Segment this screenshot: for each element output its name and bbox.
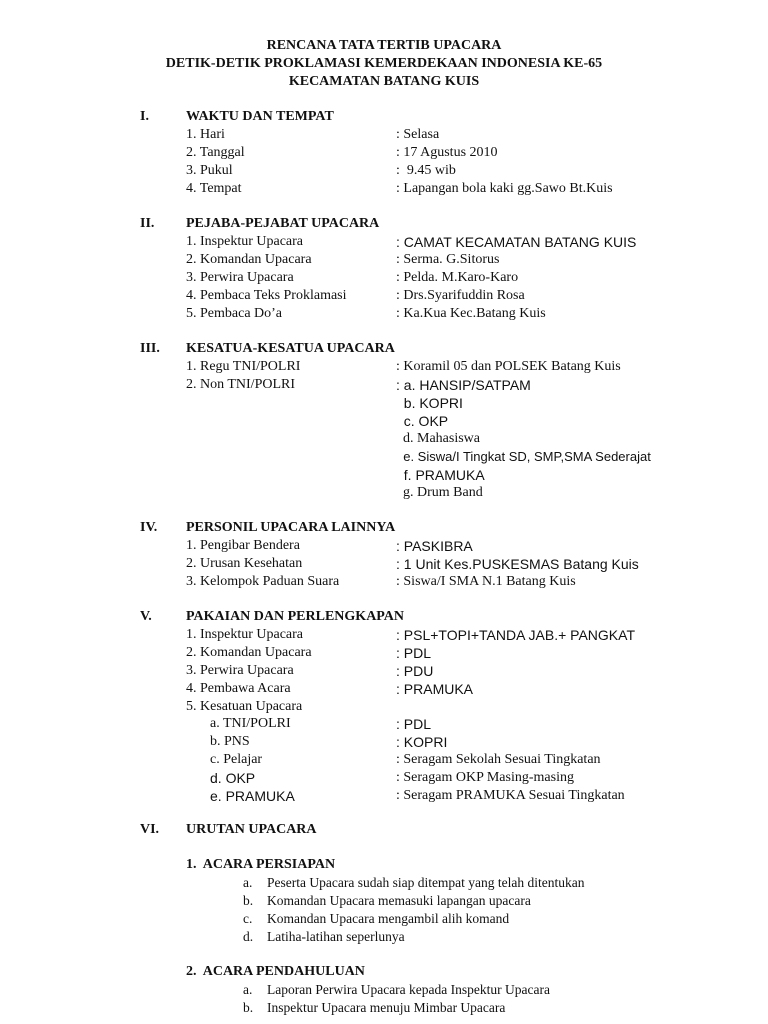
section-heading [0, 108, 768, 126]
item-label: a. TNI/POLRI [210, 716, 291, 731]
list-item [0, 251, 768, 269]
item-letter: b. [243, 893, 254, 908]
list-item [0, 233, 768, 251]
item-label: 5. Pembaca Do’a [186, 306, 283, 321]
section-title: PERSONIL UPACARA LAINNYA [186, 520, 396, 535]
item-value: : Seragam PRAMUKA Sesuai Tingkatan [396, 788, 625, 803]
item-value: : Pelda. M.Karo-Karo [396, 270, 519, 285]
section-title: WAKTU DAN TEMPAT [186, 109, 334, 124]
list-item [0, 287, 768, 305]
item-value: : PSL+TOPI+TANDA JAB.+ PANGKAT [396, 627, 635, 643]
item-value: : 1 Unit Kes.PUSKESMAS Batang Kuis [396, 556, 639, 572]
item-label: 2. Komandan Upacara [186, 645, 312, 660]
item-letter: d. [243, 929, 254, 944]
item-text: Inspektur Upacara menuju Mimbar Upacara [267, 1000, 506, 1015]
item-text: Latiha-latihan seperlunya [267, 929, 405, 944]
list-item [0, 680, 768, 698]
item-letter: c. [243, 911, 253, 926]
list-item [0, 358, 768, 376]
list-item [0, 874, 768, 892]
item-value: e. Siswa/I Tingkat SD, SMP,SMA Sederajat [396, 449, 651, 464]
item-label: b. PNS [210, 734, 250, 749]
section-title: PEJABA-PEJABAT UPACARA [186, 216, 380, 231]
item-value: : 17 Agustus 2010 [396, 145, 498, 160]
subsection-title: 1. ACARA PERSIAPAN [186, 857, 336, 872]
item-label: 3. Kelompok Paduan Suara [186, 574, 340, 589]
list-item [0, 430, 768, 448]
item-value: : 9.45 wib [396, 163, 456, 178]
list-item [0, 999, 768, 1017]
item-label: d. OKP [210, 770, 256, 786]
item-text: Komandan Upacara memasuki lapangan upacara [267, 893, 531, 908]
section-number: IV. [140, 520, 158, 535]
list-item [0, 573, 768, 591]
item-value: g. Drum Band [396, 485, 483, 500]
item-value: : PDU [396, 663, 434, 679]
list-item [0, 394, 768, 412]
list-item [0, 162, 768, 180]
item-label: 3. Perwira Upacara [186, 663, 294, 678]
list-item [0, 769, 768, 787]
item-label: 1. Pengibar Bendera [186, 538, 300, 553]
list-item [0, 126, 768, 144]
section-number: V. [140, 609, 152, 624]
item-text: Peserta Upacara sudah siap ditempat yang telah ditentukan [267, 875, 585, 890]
item-value: : Seragam OKP Masing-masing [396, 770, 574, 785]
item-label: 3. Perwira Upacara [186, 270, 294, 285]
subsection-title: 2. ACARA PENDAHULUAN [186, 964, 365, 979]
subsection-heading [0, 963, 768, 981]
list-item [0, 698, 768, 716]
list-item [0, 644, 768, 662]
item-label: e. PRAMUKA [210, 788, 295, 804]
section-number: VI. [140, 822, 160, 837]
list-item [0, 376, 768, 394]
item-label: 5. Kesatuan Upacara [186, 699, 303, 714]
item-label: 1. Inspektur Upacara [186, 627, 304, 642]
list-item [0, 537, 768, 555]
list-item [0, 269, 768, 287]
item-value: : PDL [396, 716, 432, 732]
subsection-heading [0, 856, 768, 874]
item-label: 1. Inspektur Upacara [186, 234, 304, 249]
list-item [0, 305, 768, 323]
item-label: 1. Hari [186, 127, 225, 142]
list-item [0, 555, 768, 573]
list-item [0, 448, 768, 466]
section-heading [0, 519, 768, 537]
document-title-line-3: KECAMATAN BATANG KUIS [288, 74, 480, 89]
document-title-line-1: RENCANA TATA TERTIB UPACARA [266, 38, 502, 53]
section-heading [0, 340, 768, 358]
list-item [0, 484, 768, 502]
item-label: 2. Urusan Kesehatan [186, 556, 303, 571]
document-title-line-2: DETIK-DETIK PROKLAMASI KEMERDEKAAN INDONESIA KE-65 [165, 56, 603, 71]
item-value: f. PRAMUKA [396, 467, 485, 483]
section-heading [0, 215, 768, 233]
list-item [0, 662, 768, 680]
item-value: c. OKP [396, 413, 449, 429]
list-item [0, 466, 768, 484]
list-item [0, 715, 768, 733]
item-label: 2. Tanggal [186, 145, 245, 160]
list-item [0, 412, 768, 430]
list-item [0, 928, 768, 946]
item-label: 1. Regu TNI/POLRI [186, 359, 301, 374]
item-value: : KOPRI [396, 734, 448, 750]
item-value: : Seragam Sekolah Sesuai Tingkatan [396, 752, 601, 767]
item-value: : Lapangan bola kaki gg.Sawo Bt.Kuis [396, 181, 613, 196]
item-value: : Koramil 05 dan POLSEK Batang Kuis [396, 359, 621, 374]
list-item [0, 787, 768, 805]
item-value: : PASKIBRA [396, 538, 473, 554]
list-item [0, 892, 768, 910]
item-value: : a. HANSIP/SATPAM [396, 377, 531, 393]
item-value: : Ka.Kua Kec.Batang Kuis [396, 306, 546, 321]
item-label: 2. Non TNI/POLRI [186, 377, 296, 392]
section-number: II. [140, 216, 155, 231]
item-value: : Drs.Syarifuddin Rosa [396, 288, 525, 303]
item-text: Laporan Perwira Upacara kepada Inspektur Upacara [267, 982, 550, 997]
list-item [0, 981, 768, 999]
section-title: URUTAN UPACARA [186, 822, 317, 837]
item-label: 4. Tempat [186, 181, 242, 196]
item-text: Komandan Upacara mengambil alih komand [267, 911, 510, 926]
section-heading [0, 821, 768, 839]
item-value: : Selasa [396, 127, 440, 142]
item-value: : Serma. G.Sitorus [396, 252, 500, 267]
item-label: 3. Pukul [186, 163, 233, 178]
list-item [0, 751, 768, 769]
section-title: KESATUA-KESATUA UPACARA [186, 341, 395, 356]
item-letter: b. [243, 1000, 254, 1015]
list-item [0, 910, 768, 928]
section-number: I. [140, 109, 149, 124]
item-letter: a. [243, 982, 253, 997]
section-title: PAKAIAN DAN PERLENGKAPAN [186, 609, 405, 624]
item-value: : CAMAT KECAMATAN BATANG KUIS [396, 234, 637, 250]
item-label: 4. Pembaca Teks Proklamasi [186, 288, 347, 303]
section-heading [0, 608, 768, 626]
item-label: 2. Komandan Upacara [186, 252, 312, 267]
item-letter: a. [243, 875, 253, 890]
list-item [0, 733, 768, 751]
item-label: 4. Pembawa Acara [186, 681, 291, 696]
item-value: : PDL [396, 645, 432, 661]
item-value: d. Mahasiswa [396, 431, 480, 446]
item-value: b. KOPRI [396, 395, 463, 411]
list-item [0, 626, 768, 644]
item-value: : PRAMUKA [396, 681, 474, 697]
item-value: : Siswa/I SMA N.1 Batang Kuis [396, 574, 576, 589]
item-label: c. Pelajar [210, 752, 263, 767]
list-item [0, 144, 768, 162]
section-number: III. [140, 341, 160, 356]
list-item [0, 180, 768, 198]
